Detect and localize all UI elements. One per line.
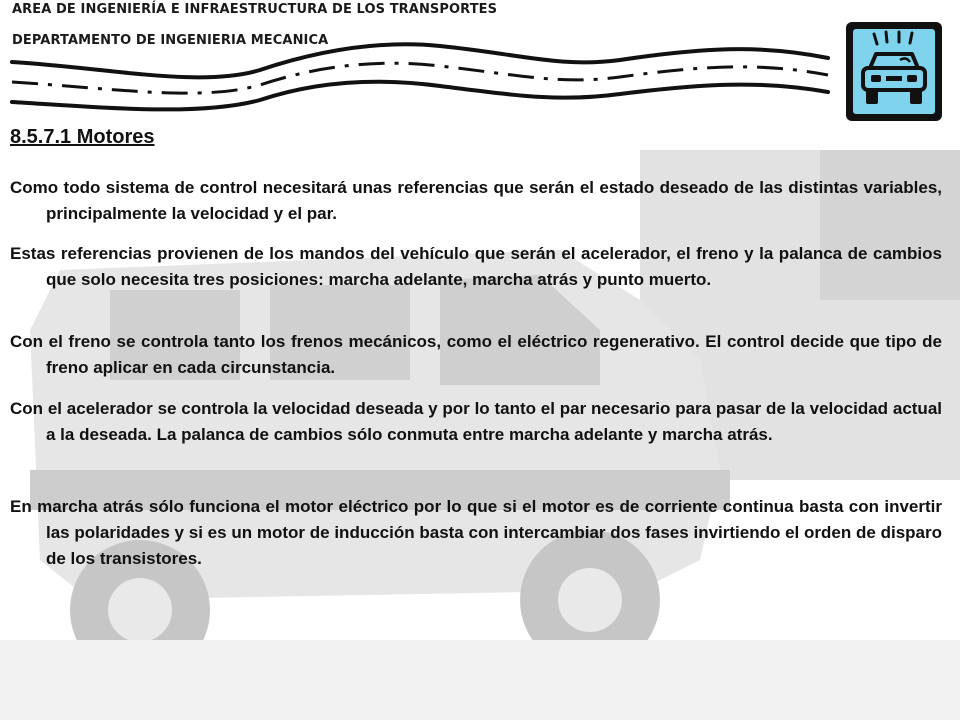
- header-institution: AREA DE INGENIERÍA E INFRAESTRUCTURA DE LOS TRANSPORTES: [12, 2, 498, 17]
- paragraph-2: Estas referencias provienen de los mandos del vehículo que serán el acelerador, el freno y la palanca de cambios que solo necesita tres posiciones: marcha adelante, marcha atrás y punto muerto.: [10, 244, 942, 289]
- header-department: DEPARTAMENTO DE INGENIERIA MECANICA: [12, 33, 329, 48]
- car-sign-icon: [844, 20, 944, 123]
- paragraph-1: Como todo sistema de control necesitará unas referencias que serán el estado deseado de las distintas variables, principalmente la velocidad y el par.: [10, 178, 942, 223]
- paragraph-5: En marcha atrás sólo funciona el motor eléctrico por lo que si el motor es de corriente continua basta con invertir las polaridades y si es un motor de inducción basta con intercambiar dos fases invirtiendo el orden de disparo de los transistores.: [10, 497, 942, 568]
- paragraph-3: Con el freno se controla tanto los frenos mecánicos, como el eléctrico regenerativo. El control decide que tipo de freno aplicar en cada circunstancia.: [10, 332, 942, 377]
- paragraph-4: Con el acelerador se controla la velocidad deseada y por lo tanto el par necesario para pasar de la velocidad actual a la deseada. La palanca de cambios sólo conmuta entre marcha adelante y marcha atrás.: [10, 399, 942, 444]
- section-title: 8.5.7.1 Motores: [10, 126, 155, 148]
